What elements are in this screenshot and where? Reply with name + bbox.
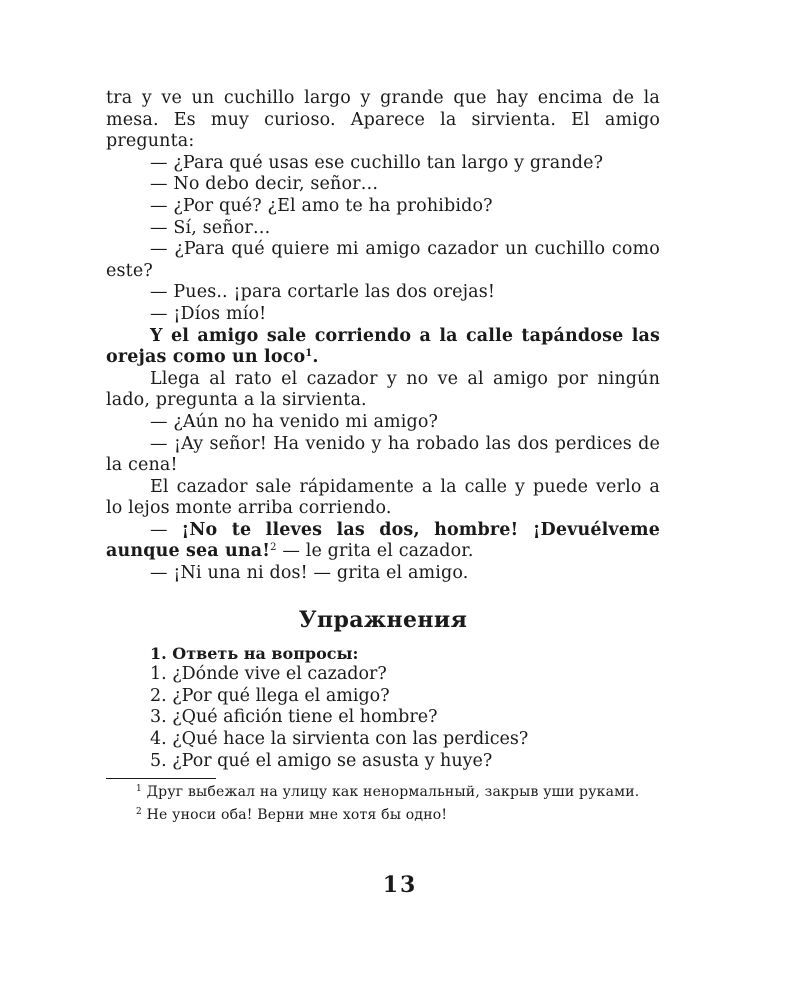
exercise-title: 1. Ответь на вопросы:: [150, 643, 359, 663]
footnote-ref-1: 1: [305, 348, 313, 360]
book-page: [106, 88, 660, 825]
paragraph-1: tra y ve un cuchillo largo y grande que hay encima de la mesa. Es muy curioso. Aparece la sirvienta. El amigo pregunta:: [106, 88, 660, 152]
dialogue-line-6: — Pues.. ¡para cortarle las dos orejas!: [150, 282, 496, 303]
dialogue-line-5: — ¿Para qué quiere mi amigo cazador un cuchillo como este?: [106, 239, 660, 281]
dialogue-line-10: [106, 520, 660, 563]
page-number: 13: [382, 872, 418, 898]
dialogue-line-3: — ¿Por qué? ¿El amo te ha prohibido?: [150, 195, 493, 216]
footnote-1-mark: 1: [136, 784, 142, 795]
footnote-1: [106, 783, 660, 802]
footnote-2: [106, 806, 660, 825]
dialogue-line-1: — ¿Para qué usas ese cuchillo tan largo y grande?: [150, 152, 604, 173]
footnote-2-text: Не уноси оба! Верни мне хотя бы одно!: [141, 807, 448, 824]
dialogue-line-4: — Sí, señor…: [150, 217, 271, 238]
dialogue-line-9: — ¡Ay señor! Ha venido y ha robado las dos perdices de la cena!: [106, 433, 660, 476]
question-item: 2. ¿Por qué llega el amigo?: [150, 685, 390, 706]
question-item: 5. ¿Por qué el amigo se asusta y huye?: [150, 750, 493, 771]
bold-paragraph-end: .: [312, 347, 319, 368]
dialogue-rest: — le grita el cazador.: [276, 541, 474, 562]
dialogue-line-11: — ¡Ni una ni dos! — grita el amigo.: [150, 563, 469, 584]
footnote-ref-2: 2: [270, 542, 277, 554]
footnote-2-mark: 2: [136, 807, 142, 818]
exercises-heading: Упражнения: [298, 606, 468, 633]
footnote-divider: [106, 778, 216, 779]
paragraph-3: El cazador sale rápidamente a la calle y puede verlo a lo lejos monte arriba corriendo.: [106, 476, 660, 519]
question-item: 3. ¿Qué afición tiene el hombre?: [150, 707, 438, 728]
dialogue-line-7: — ¡Díos mío!: [150, 303, 267, 324]
bold-paragraph: [106, 326, 660, 369]
dialogue-bold-text: ¡No te lleves las dos, hombre! ¡Devuélveme aunque sea una!: [106, 519, 660, 562]
bold-paragraph-text: Y el amigo sale corriendo a la calle tapándose las orejas como un loco: [106, 325, 660, 368]
question-item: 4. ¿Qué hace la sirvienta con las perdices?: [150, 729, 529, 750]
paragraph-2: Llega al rato el cazador y no ve al amigo por ningún lado, pregunta a la sirvienta.: [106, 368, 660, 411]
dialogue-line-2: — No debo decir, señor…: [150, 174, 379, 195]
footnote-1-text: Друг выбежал на улицу как ненормальный, закрыв уши руками.: [141, 784, 640, 801]
dialogue-line-8: — ¿Aún no ha venido mi amigo?: [150, 411, 439, 432]
question-item: 1. ¿Dónde vive el cazador?: [150, 664, 387, 685]
dialogue-dash: —: [150, 519, 182, 540]
